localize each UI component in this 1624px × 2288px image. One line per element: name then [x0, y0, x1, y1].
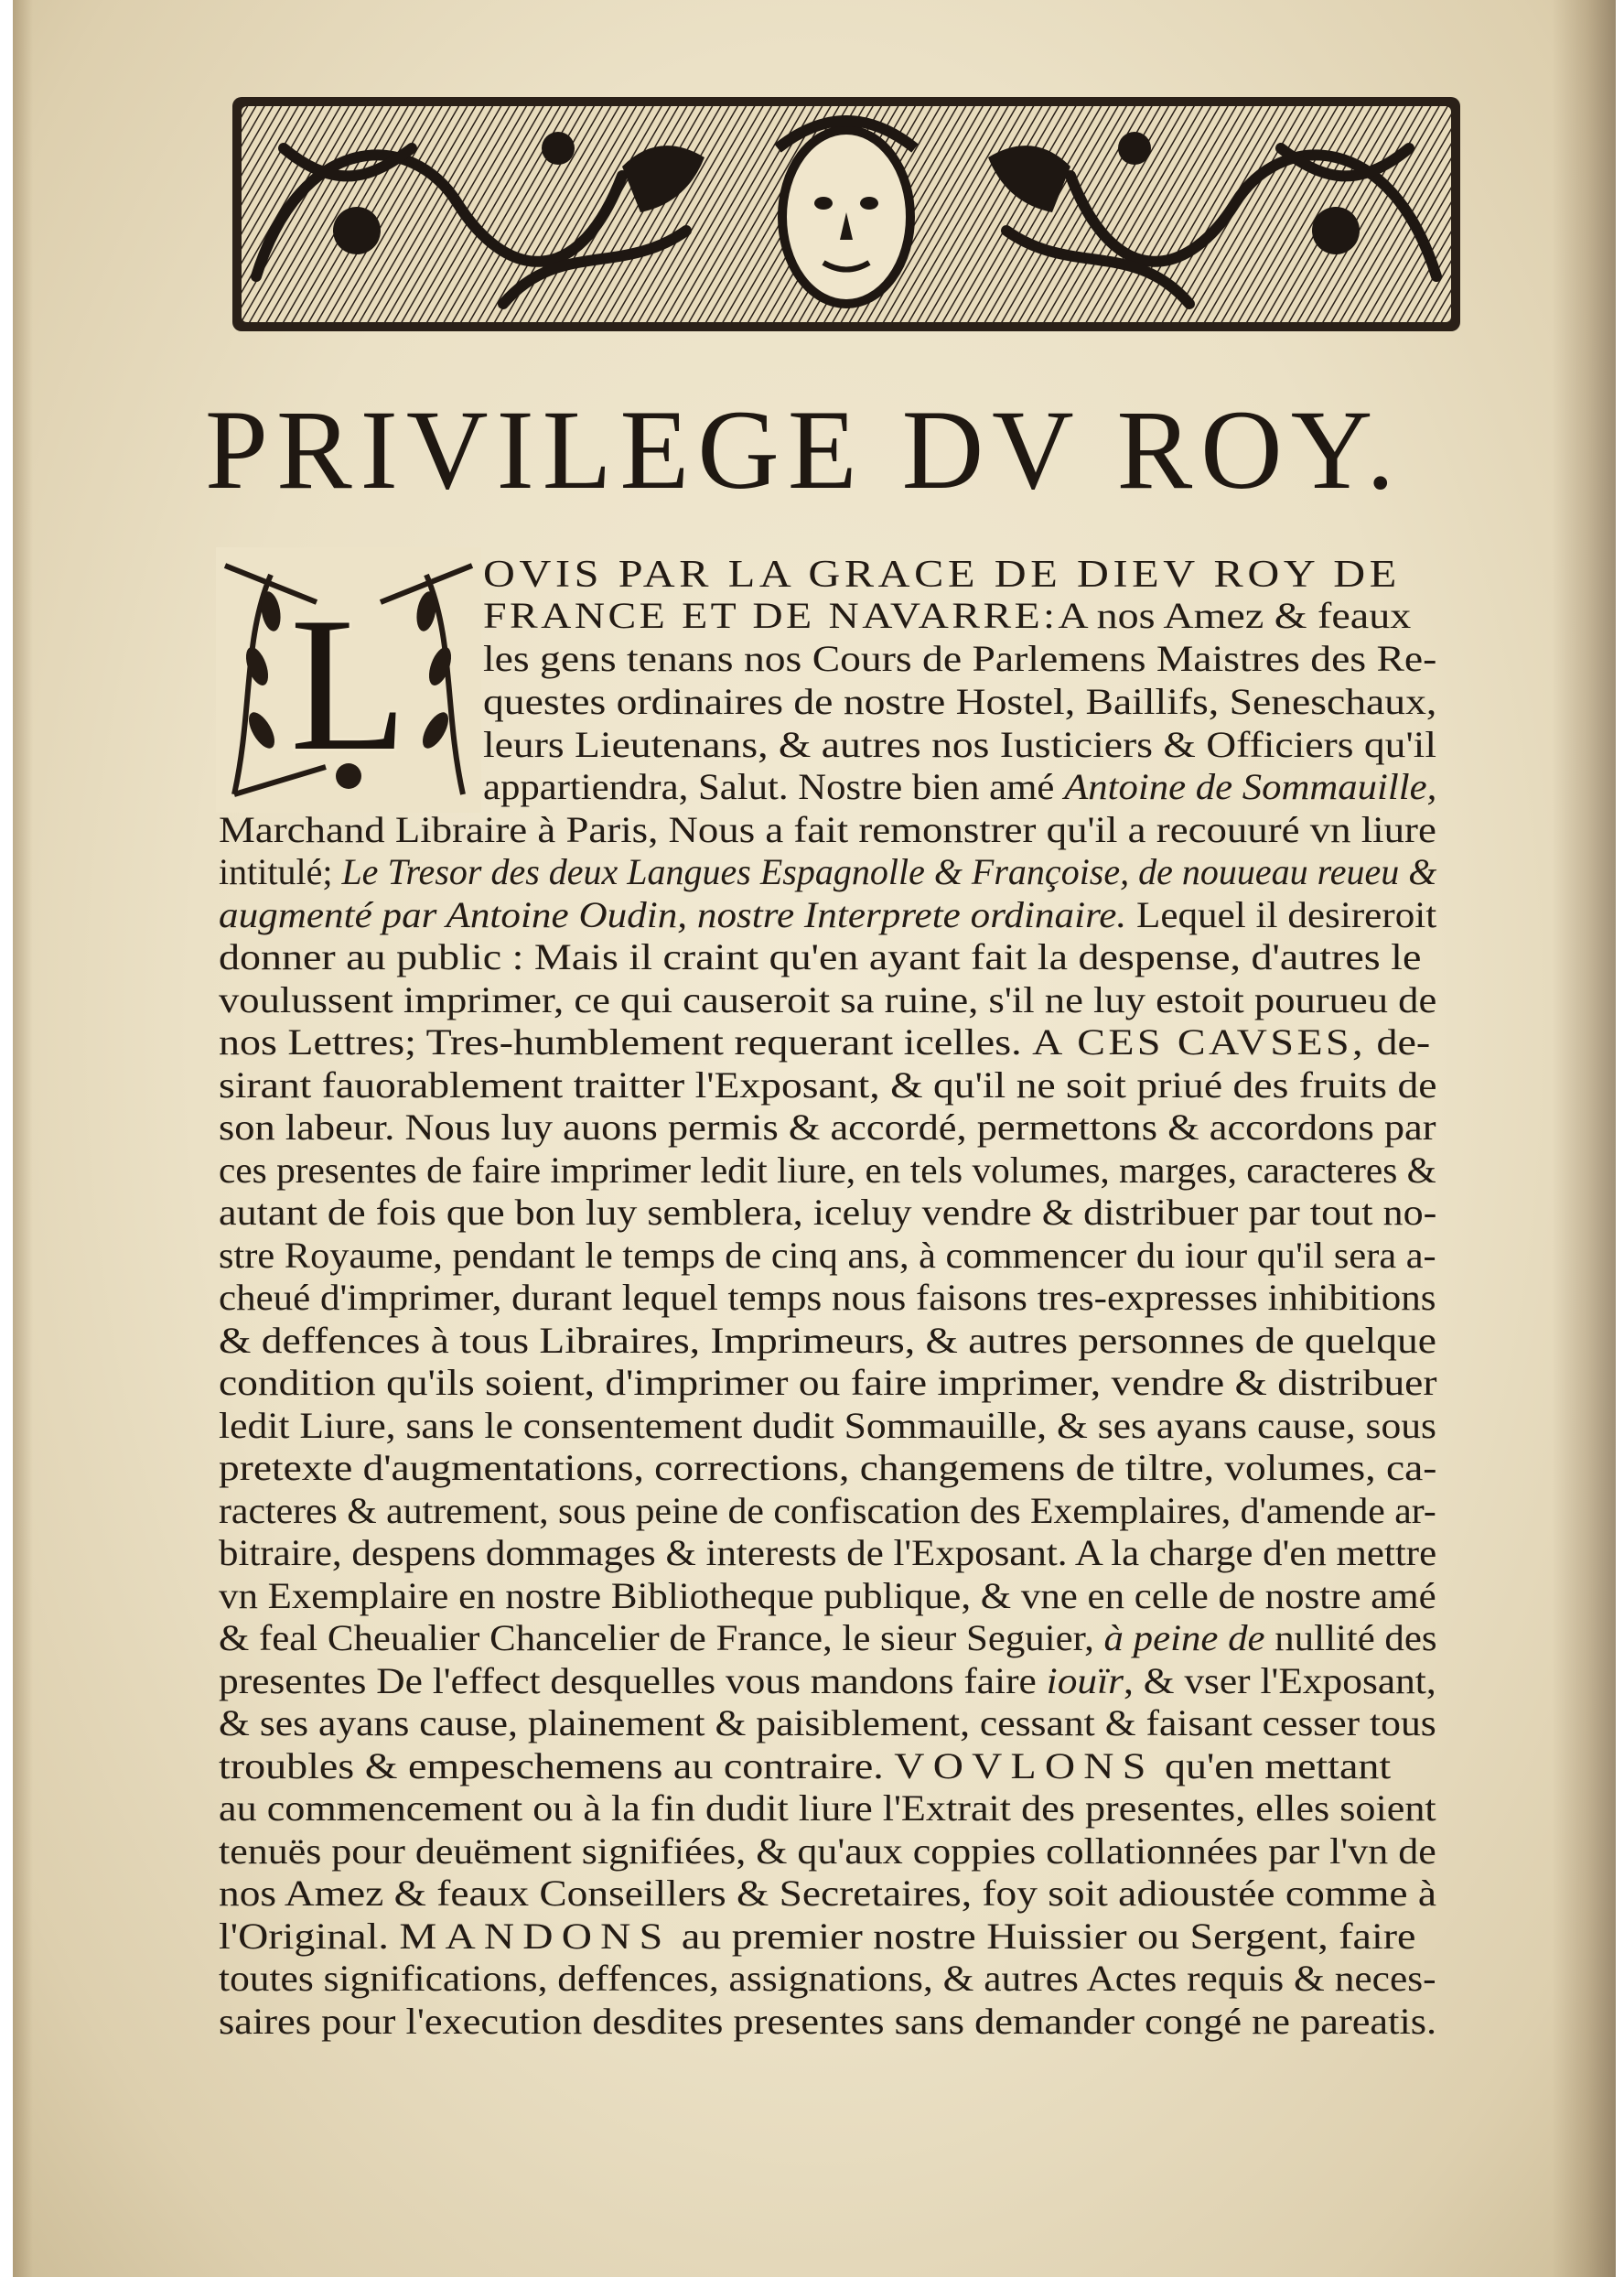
text-run: & ses ayans cause, plainement & paisiblement, cessant & faisant cesser tous: [219, 1702, 1436, 1743]
text-line: [219, 1532, 1437, 1573]
text-line: [219, 1279, 1436, 1316]
text-line: [219, 979, 1437, 1020]
text-line: [219, 1575, 1436, 1616]
text-run: pretexte d'augmentations, corrections, changemens de tiltre, volumes, ca-: [219, 1447, 1437, 1488]
text-run: & deffences à tous Libraires, Imprimeurs, & autres personnes de quelque: [219, 1320, 1436, 1361]
text-run: stre Royaume, pendant le temps de cinq ans, à commencer du iour qu'il sera a-: [219, 1235, 1436, 1276]
text-run: à peine de: [1103, 1617, 1265, 1658]
text-run: donner au public : Mais il craint qu'en ayant fait la despense, d'autres le: [219, 936, 1422, 977]
text-run: les gens tenans nos Cours de Parlemens Maistres des Re-: [483, 638, 1437, 679]
text-run: A nos Amez & feaux: [1058, 595, 1412, 636]
text-run: intitulé;: [219, 851, 342, 892]
text-line: [219, 1745, 1392, 1786]
text-run: racteres & autrement, sous peine de confiscation des Exemplaires, d'amende ar-: [219, 1490, 1436, 1531]
text-line: [483, 556, 1401, 594]
text-line: [483, 681, 1437, 722]
text-run: l'Original.: [219, 1916, 400, 1957]
text-run: questes ordinaires de nostre Hostel, Baillifs, Seneschaux,: [483, 681, 1437, 722]
text-run: troubles & empeschemens au contraire.: [219, 1745, 895, 1786]
text-line: [219, 1362, 1437, 1403]
text-run: bitraire, despens dommages & interests de l'Exposant. A la charge d'en mettre: [219, 1532, 1437, 1573]
text-run: ledit Liure, sans le consentement dudit Sommauille, & ses ayans cause, sous: [219, 1405, 1436, 1446]
text-run: Le Tresor des deux Langues Espagnolle & Françoise, de nouueau reueu &: [341, 851, 1437, 892]
text-run: Lequel il desireroit: [1126, 894, 1437, 935]
text-run: iouïr: [1046, 1660, 1124, 1701]
text-run: leurs Lieutenans, & autres nos Iusticiers & Officiers qu'il: [483, 724, 1437, 765]
text-line: [219, 1106, 1436, 1148]
text-line: [483, 724, 1437, 765]
text-line: [219, 1918, 1415, 1955]
text-line: [219, 1322, 1436, 1359]
text-run: nullité des: [1264, 1617, 1437, 1658]
text-line: [219, 1617, 1437, 1658]
text-line: [219, 809, 1436, 850]
text-line: [219, 1787, 1436, 1829]
text-run: autant de fois que bon luy semblera, iceluy vendre & distribuer par tout no-: [219, 1192, 1437, 1233]
text-run: saires pour l'execution desdites presentes sans demander congé ne pareatis.: [219, 2001, 1437, 2042]
text-run: , & vser l'Exposant,: [1124, 1660, 1436, 1701]
text-run: au commencement ou à la fin dudit liure l'Extrait des presentes, elles soient: [219, 1787, 1436, 1829]
text-line: [219, 1237, 1436, 1274]
text-run: MANDONS: [399, 1916, 672, 1957]
page-title: PRIVILEGE DV ROY.: [205, 387, 1404, 513]
ornamental-headpiece: [229, 93, 1464, 335]
text-line: [219, 1872, 1437, 1914]
text-line: [219, 1447, 1437, 1488]
text-run: Marchand Libraire à Paris, Nous a fait remonstrer qu'il a recouuré vn liure: [219, 809, 1436, 850]
text-line: [483, 638, 1437, 679]
text-line: [219, 936, 1422, 977]
text-line: [219, 894, 1437, 935]
text-line: [219, 1194, 1436, 1231]
text-line: [483, 766, 1437, 807]
text-run: Antoine de Sommauille,: [1064, 766, 1437, 807]
initial-letter: L: [289, 578, 408, 791]
text-line: [219, 1405, 1436, 1446]
text-run: cheué d'imprimer, durant lequel temps nous faisons tres-expresses inhibitions: [219, 1277, 1436, 1318]
text-line: [219, 1021, 1431, 1063]
text-run: condition qu'ils soient, d'imprimer ou faire imprimer, vendre & distribuer: [219, 1362, 1437, 1403]
text-line: [219, 851, 1437, 892]
text-line: [219, 1830, 1436, 1872]
text-line: [219, 1960, 1436, 1997]
text-run: voulussent imprimer, ce qui causeroit sa ruine, s'il ne luy estoit pourueu de: [219, 979, 1437, 1020]
text-run: sirant fauorablement traitter l'Exposant, & qu'il ne soit priué des fruits de: [219, 1064, 1437, 1106]
text-run: appartiendra, Salut. Nostre bien amé: [483, 766, 1065, 807]
text-run: qu'en mettant: [1154, 1745, 1392, 1786]
text-run: nos Amez & feaux Conseillers & Secretaires, foy soit adioustée comme à: [219, 1872, 1437, 1914]
text-line: [219, 2003, 1436, 2040]
text-line: [219, 1660, 1436, 1701]
decorated-initial: [216, 547, 481, 813]
text-run: A CES CAVSES,: [1032, 1021, 1366, 1063]
text-run: son labeur. Nous luy auons permis & accordé, permettons & accordons par: [219, 1106, 1436, 1148]
text-run: presentes De l'effect desquelles vous mandons faire: [219, 1660, 1047, 1701]
text-run: ces presentes de faire imprimer ledit liure, en tels volumes, marges, caracteres &: [219, 1149, 1436, 1191]
text-line: [219, 1702, 1436, 1743]
text-run: nos Lettres; Tres-humblement requerant icelles.: [219, 1021, 1033, 1063]
page-left-edge-shadow: [13, 0, 33, 2277]
text-line: [483, 595, 1412, 636]
text-run: FRANCE ET DE NAVARRE:: [483, 595, 1059, 636]
page-gutter-shadow: [1552, 0, 1616, 2277]
text-run: tenuës pour deuëment signifiées, & qu'aux coppies collationnées par l'vn de: [219, 1830, 1436, 1872]
text-run: augmenté par Antoine Oudin, nostre Interprete ordinaire.: [219, 894, 1127, 935]
text-line: [219, 1149, 1436, 1191]
text-line: [219, 1064, 1437, 1106]
text-run: & feal Cheualier Chancelier de France, le sieur Seguier,: [219, 1617, 1104, 1658]
book-page: [13, 0, 1616, 2277]
text-line: [219, 1490, 1436, 1531]
text-run: OVIS PAR LA GRACE DE DIEV ROY DE: [483, 554, 1401, 596]
text-run: toutes significations, deffences, assignations, & autres Actes requis & neces-: [219, 1958, 1436, 1999]
text-run: vn Exemplaire en nostre Bibliotheque publique, & vne en celle de nostre amé: [219, 1575, 1436, 1616]
text-run: de-: [1365, 1021, 1431, 1063]
text-run: VOVLONS: [894, 1745, 1155, 1786]
text-run: au premier nostre Huissier ou Sergent, faire: [671, 1916, 1416, 1957]
